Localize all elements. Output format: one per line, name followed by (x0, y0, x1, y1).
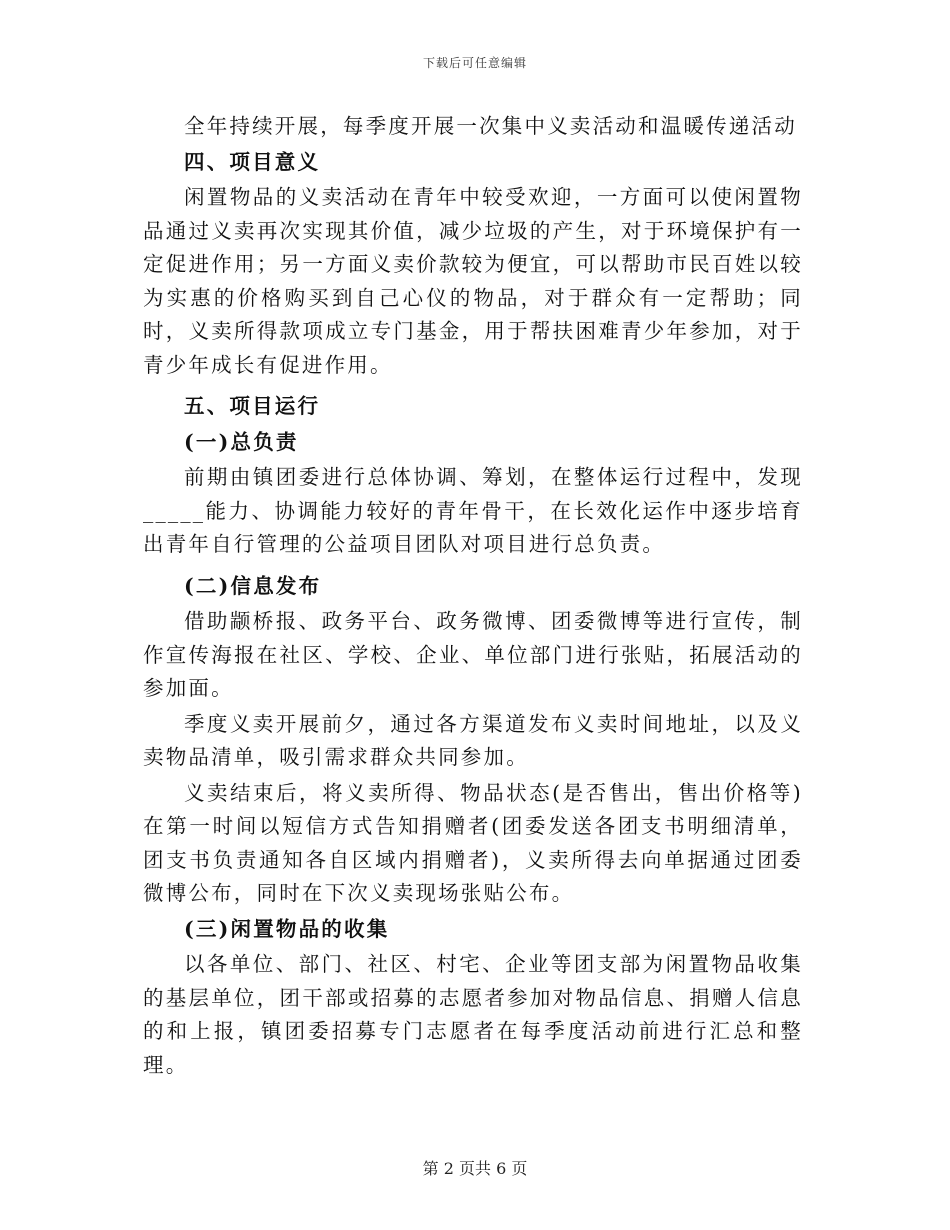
paragraph-schedule: 全年持续开展，每季度开展一次集中义卖活动和温暖传递活动 (184, 114, 797, 138)
page-header: 下载后可任意编辑 (422, 56, 527, 70)
subheading-information-release: (二)信息发布 (184, 573, 322, 598)
subheading-overall-responsibility: (一)总负责 (184, 429, 299, 454)
paragraph-post-sale-notice: 义卖结束后，将义卖所得、物品状态(是否售出，售出价格等)在第一时间以短信方式告知捐赠者(团委发送各团支书明细清单，团支书负责通知各自区域内捐赠者)，义卖所得去向单据通过团委微博公布，同时在下次义卖现场张贴公布。 (143, 780, 803, 905)
section-heading-significance: 四、项目意义 (184, 149, 321, 174)
document-body (143, 110, 803, 1084)
paragraph-pre-sale-notice: 季度义卖开展前夕，通过各方渠道发布义卖时间地址，以及义卖物品清单，吸引需求群众共同参加。 (143, 711, 803, 769)
page-number: 第 2 页共 6 页 (422, 1159, 528, 1178)
paragraph-significance: 闲置物品的义卖活动在青年中较受欢迎，一方面可以使闲置物品通过义卖再次实现其价值，减少垃圾的产生，对于环境保护有一定促进作用；另一方面义卖价款较为便宜，可以帮助市民百姓以较为实惠的价格购买到自己心仪的物品，对于群众有一定帮助；同时，义卖所得款项成立专门基金，用于帮扶困难青少年参加，对于青少年成长有促进作用。 (143, 185, 803, 377)
subheading-item-collection: (三)闲置物品的收集 (184, 916, 390, 941)
paragraph-item-collection: 以各单位、部门、社区、村宅、企业等团支部为闲置物品收集的基层单位，团干部或招募的志愿者参加对物品信息、捐赠人信息的和上报，镇团委招募专门志愿者在每季度活动前进行汇总和整理。 (143, 952, 803, 1077)
section-heading-operation: 五、项目运行 (184, 394, 321, 418)
paragraph-overall-responsibility: 前期由镇团委进行总体协调、筹划，在整体运行过程中，发现_____能力、协调能力较好的青年骨干，在长效化运作中逐步培育出青年自行管理的公益项目团队对项目进行总负责。 (143, 465, 803, 556)
paragraph-publicity: 借助颛桥报、政务平台、政务微博、团委微博等进行宣传，制作宣传海报在社区、学校、企业、单位部门进行张贴，拓展活动的参加面。 (143, 609, 803, 700)
